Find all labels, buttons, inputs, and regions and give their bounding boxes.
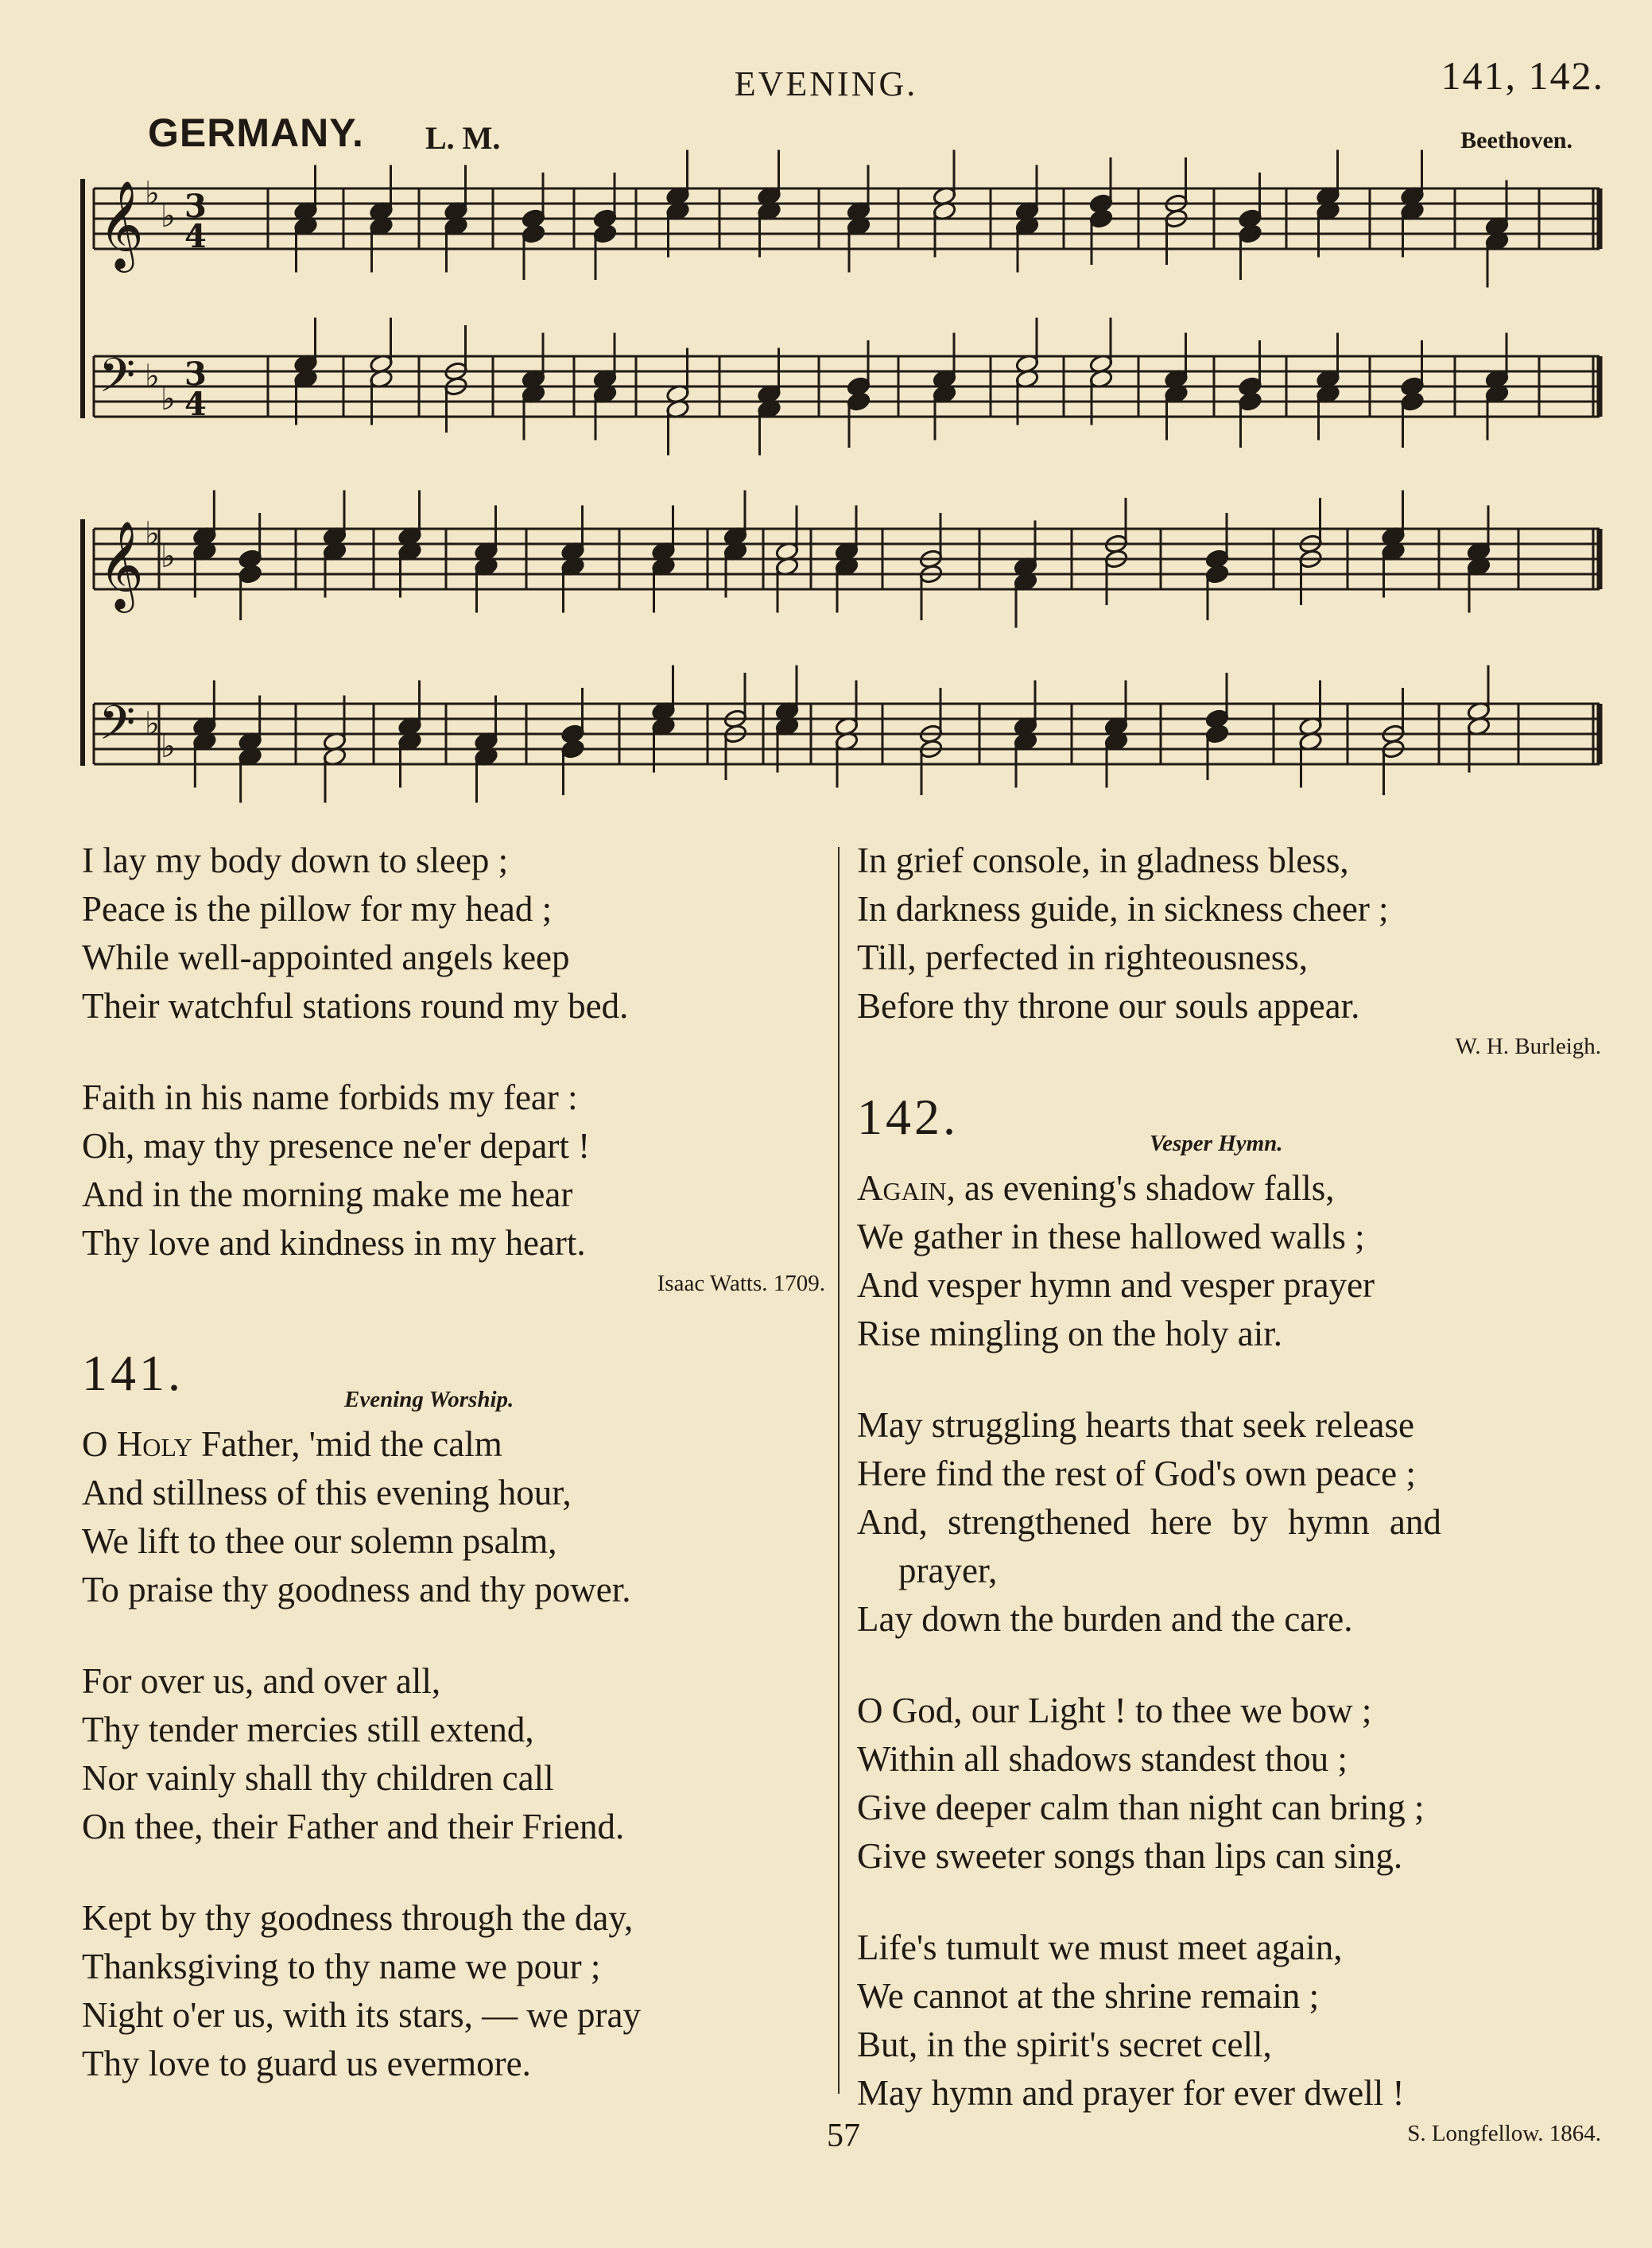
verse-line: And stillness of this evening hour, xyxy=(82,1473,572,1512)
verse-line: Again, as evening's shadow falls, xyxy=(857,1168,1335,1208)
verse-line: But, in the spirit's secret cell, xyxy=(857,2025,1272,2064)
verse-line: Night o'er us, with its stars, — we pray xyxy=(82,1995,642,2035)
flat-icon: ♭ xyxy=(145,175,160,212)
page-folio: 57 xyxy=(827,2118,860,2154)
left-column xyxy=(82,837,825,2088)
tune-name: GERMANY. xyxy=(148,111,364,155)
verse-line: May struggling hearts that seek release xyxy=(857,1405,1415,1445)
time-signature-numerator: 3 xyxy=(184,355,207,393)
initial-caps: O Holy xyxy=(82,1424,192,1464)
verse-line: O God, our Light ! to thee we bow ; xyxy=(857,1691,1372,1730)
bass-clef-icon: 𝄢 xyxy=(99,695,136,762)
prev-hymn-stanza-1 xyxy=(82,837,825,1031)
verse-line: O Holy Father, 'mid the calm xyxy=(82,1424,502,1464)
time-signature-numerator: 3 xyxy=(184,188,207,225)
verse-line: Thy tender mercies still extend, xyxy=(82,1710,534,1749)
verse-line: Rise mingling on the holy air. xyxy=(857,1314,1282,1353)
hymn-142-stanza-4 xyxy=(857,1924,1601,2118)
hymn-141-stanza-2 xyxy=(82,1657,825,1851)
flat-icon: ♭ xyxy=(161,538,176,575)
verse-line: Here find the rest of God's own peace ; xyxy=(857,1454,1416,1493)
prev-hymn-stanza-2 xyxy=(82,1074,825,1268)
flat-icon: ♭ xyxy=(161,728,176,765)
verse-line: Peace is the pillow for my head ; xyxy=(82,889,553,929)
verse-line: May hymn and prayer for ever dwell ! xyxy=(857,2073,1405,2113)
flat-icon: ♭ xyxy=(161,381,176,417)
verse-line: Nor vainly shall thy children call xyxy=(82,1758,554,1798)
hymn-141-heading xyxy=(82,1344,825,1420)
verse-line: In darkness guide, in sickness cheer ; xyxy=(857,889,1389,929)
flat-icon: ♭ xyxy=(145,358,160,395)
verse-line: Oh, may thy presence ne'er depart ! xyxy=(82,1126,591,1166)
hymn-141-stanza-1 xyxy=(82,1420,825,1614)
hymn-142-heading xyxy=(857,1088,1601,1164)
column-divider xyxy=(838,847,840,2094)
hymn-141-final-stanza xyxy=(857,837,1601,1031)
flat-icon: ♭ xyxy=(145,705,160,743)
verse-line: We gather in these hallowed walls ; xyxy=(857,1217,1365,1256)
hymn-142-stanza-1 xyxy=(857,1164,1601,1358)
meter: L. M. xyxy=(425,120,501,156)
hymn-142-stanza-2 xyxy=(857,1401,1601,1644)
verse-line: To praise thy goodness and thy power. xyxy=(82,1570,631,1609)
verse-line: Life's tumult we must meet again, xyxy=(857,1928,1343,1967)
verse-line: While well-appointed angels keep xyxy=(82,938,570,977)
hymn-number: 141. xyxy=(82,1345,184,1401)
hymn-number: 142. xyxy=(857,1089,959,1145)
verse-line: And vesper hymn and vesper prayer xyxy=(857,1265,1375,1305)
hymn-title: Vesper Hymn. xyxy=(1150,1131,1283,1156)
verse-line: Thanksgiving to thy name we pour ; xyxy=(82,1947,601,1986)
verse-line: prayer, xyxy=(898,1551,998,1590)
composer: Beethoven. xyxy=(1460,127,1573,153)
verse-line: And in the morning make me hear xyxy=(82,1174,573,1214)
treble-clef-icon: 𝄞 xyxy=(99,520,144,609)
bass-clef-icon: 𝄢 xyxy=(99,347,136,414)
time-signature-denominator: 4 xyxy=(184,386,207,423)
verse-line: Till, perfected in righteousness, xyxy=(857,938,1309,977)
flat-icon: ♭ xyxy=(145,515,160,553)
verse-line: Kept by thy goodness through the day, xyxy=(82,1898,634,1938)
verse-line: Lay down the burden and the care. xyxy=(857,1599,1353,1639)
hymn-141-stanza-3 xyxy=(82,1894,825,2088)
verse-line: Give deeper calm than night can bring ; xyxy=(857,1788,1425,1827)
hymn-142-stanza-3 xyxy=(857,1687,1601,1881)
time-signature-denominator: 4 xyxy=(184,218,207,255)
hymn-title: Evening Worship. xyxy=(344,1387,514,1412)
verse-line: Their watchful stations round my bed. xyxy=(82,986,629,1026)
verse-line: And, strengthened here by hymn and xyxy=(857,1502,1441,1542)
page-numbers: 141, 142. xyxy=(1441,53,1604,98)
verse-line: Thy love to guard us evermore. xyxy=(82,2044,531,2083)
verse-line: We cannot at the shrine remain ; xyxy=(857,1976,1320,2016)
verse-line: In grief console, in gladness bless, xyxy=(857,841,1349,880)
running-title: EVENING. xyxy=(734,64,918,103)
music-score xyxy=(0,0,1652,803)
verse-line: On thee, their Father and their Friend. xyxy=(82,1807,625,1846)
flat-icon: ♭ xyxy=(161,198,176,235)
right-column xyxy=(857,837,1601,2156)
verse-line: I lay my body down to sleep ; xyxy=(82,841,509,880)
verse-line: We lift to thee our solemn psalm, xyxy=(82,1521,557,1561)
verse-line: For over us, and over all, xyxy=(82,1661,441,1701)
attribution-watts: Isaac Watts. 1709. xyxy=(657,1271,825,1296)
verse-line: Before thy throne our souls appear. xyxy=(857,986,1360,1026)
initial-caps: Again xyxy=(857,1168,947,1208)
verse-line: Faith in his name forbids my fear : xyxy=(82,1077,578,1117)
attribution-longfellow: S. Longfellow. 1864. xyxy=(1407,2121,1601,2146)
verse-line: Thy love and kindness in my heart. xyxy=(82,1223,586,1263)
verse-line: Within all shadows standest thou ; xyxy=(857,1739,1348,1779)
attribution-burleigh: W. H. Burleigh. xyxy=(1455,1034,1601,1059)
verse-line: Give sweeter songs than lips can sing. xyxy=(857,1836,1403,1876)
treble-clef-icon: 𝄞 xyxy=(99,180,144,269)
